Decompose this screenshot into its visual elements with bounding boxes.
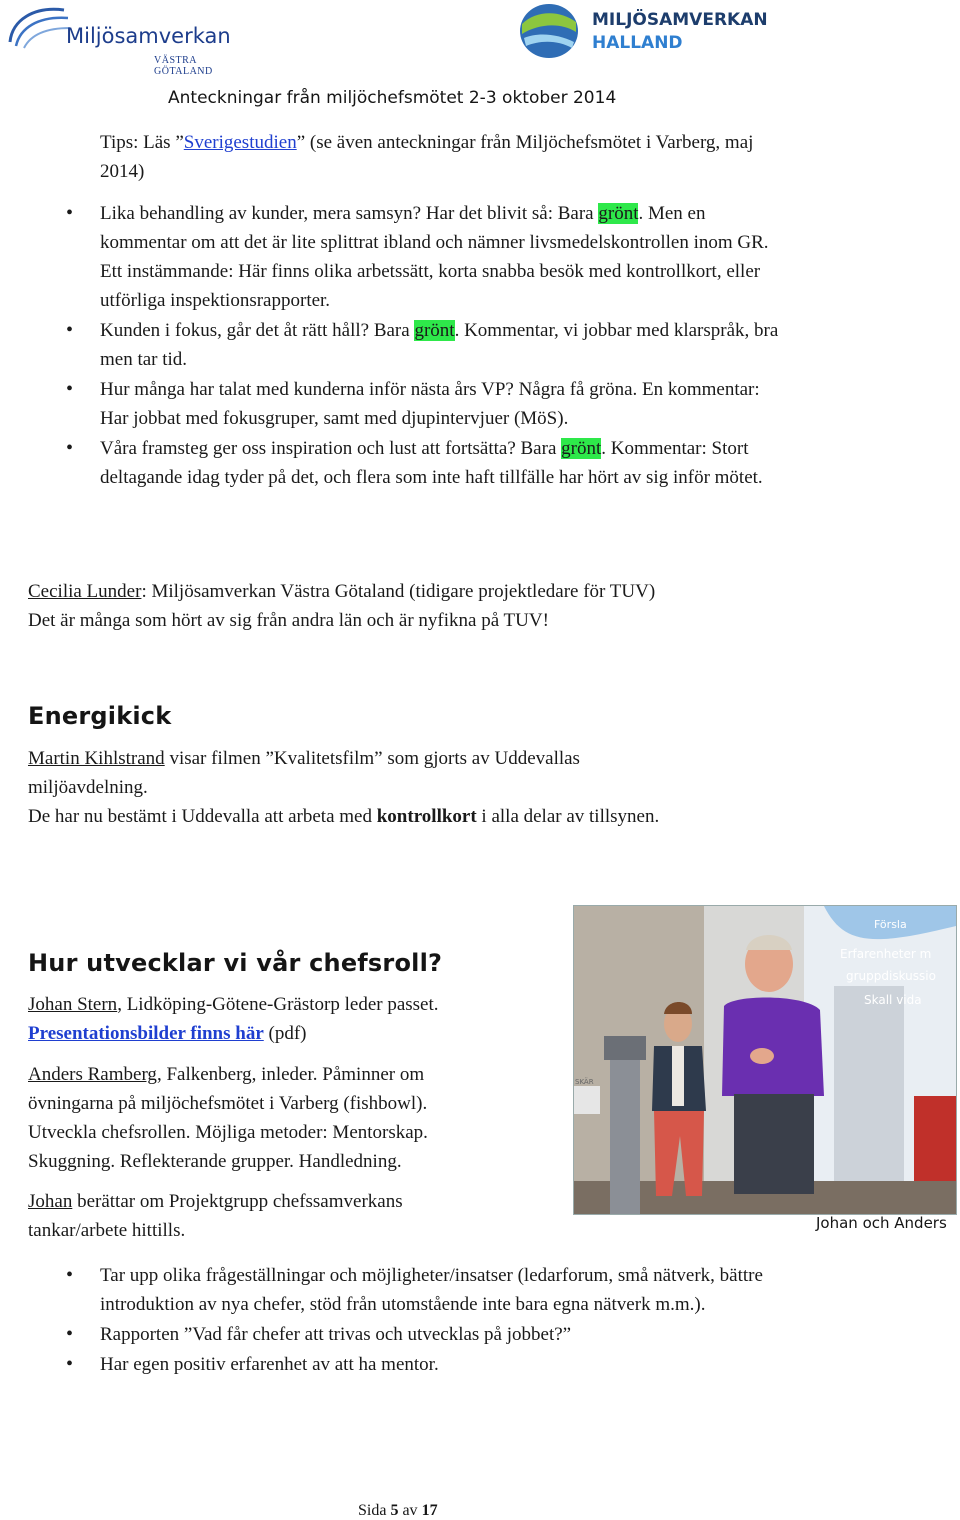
martin-name: Martin Kihlstrand bbox=[28, 748, 165, 769]
sverigestudien-link[interactable]: Sverigestudien bbox=[183, 132, 297, 153]
page-total: 17 bbox=[421, 1502, 438, 1519]
presentationsbilder-link[interactable]: Presentationsbilder finns här bbox=[28, 1023, 264, 1044]
logo-miljosamverkan-vg bbox=[4, 2, 254, 77]
photo-caption: Johan och Anders bbox=[816, 1214, 947, 1232]
logo-right-line2: HALLAND bbox=[592, 33, 683, 53]
green-highlight: grönt bbox=[414, 320, 455, 341]
list-item: • Våra framsteg ger oss inspiration och lust att fortsätta? Bara grönt. Kommentar: Stort deltagande idag tyder på det, och flera som inte haft tillfälle har hört av sig inför mötet. bbox=[28, 434, 788, 492]
green-highlight: grönt bbox=[598, 203, 639, 224]
green-highlight: grönt bbox=[561, 438, 602, 459]
chefssamverkan-bullet-list bbox=[28, 1261, 768, 1379]
list-item: • Rapporten ”Vad får chefer att trivas och utvecklas på jobbet?” bbox=[28, 1320, 768, 1349]
list-item: • Kunden i fokus, går det åt rätt håll? Bara grönt. Kommentar, vi jobbar med klarspråk, bra men tar tid. bbox=[28, 316, 788, 374]
johan-stern-paragraph: Johan Stern, Lidköping-Götene-Grästorp leder passet. bbox=[28, 994, 439, 1015]
page-footer: Sida 5 av 17 bbox=[358, 1502, 438, 1519]
chefsroll-heading: Hur utvecklar vi vår chefsroll? bbox=[28, 949, 443, 977]
anders-paragraph: Anders Ramberg, Falkenberg, inleder. Påminner om övningarna på miljöchefsmötet i Varberg (fishbowl). Utveckla chefsrollen. Möjliga metoder: Mentorskap. Skuggning. Reflekterande grupper. Handledning. bbox=[28, 1064, 428, 1172]
logo-left-subtitle: VÄSTRA GÖTALAND bbox=[154, 55, 213, 77]
chefsroll-section bbox=[28, 990, 528, 1245]
list-item: • Hur många har talat med kunderna inför nästa års VP? Några få gröna. En kommentar: Har jobbat med fokusgruper, samt med djupintervjuer (MöS). bbox=[28, 375, 788, 433]
slide-text: gruppdiskussio bbox=[846, 969, 936, 983]
slide-text: Försla bbox=[874, 918, 907, 931]
cecilia-name: Cecilia Lunder bbox=[28, 581, 142, 602]
feedback-bullet-list bbox=[28, 199, 788, 492]
photo-illustration bbox=[574, 906, 956, 1214]
kontrollkort-bold: kontrollkort bbox=[376, 806, 477, 827]
slide-text: Skall vida bbox=[864, 993, 922, 1007]
sign-text: SKÄR bbox=[575, 1078, 594, 1086]
slide-text: Erfarenheter m bbox=[840, 947, 932, 961]
johan-paragraph: Johan berättar om Projektgrupp chefssamverkans tankar/arbete hittills. bbox=[28, 1191, 403, 1241]
tips-paragraph: Tips: Läs ”Sverigestudien” (se även anteckningar från Miljöchefsmötet i Varberg, maj 2014) bbox=[100, 132, 754, 182]
list-item: • Tar upp olika frågeställningar och möjligheter/insatser (ledarforum, små nätverk, bättre introduktion av nya chefer, stöd från utomstående inte bara egna nätverk m.m.). bbox=[28, 1261, 768, 1319]
logo-right-line1: MILJÖSAMVERKAN bbox=[592, 10, 768, 30]
wave-logo-icon bbox=[4, 2, 74, 50]
energikick-heading: Energikick bbox=[28, 702, 172, 730]
energikick-paragraph: Martin Kihlstrand visar filmen ”Kvalitetsfilm” som gjorts av Uddevallas miljöavdelning. De har nu bestämt i Uddevalla att arbeta med kontrollkort i alla delar av tillsynen. bbox=[28, 748, 660, 827]
document-title: Anteckningar från miljöchefsmötet 2-3 oktober 2014 bbox=[168, 88, 617, 108]
list-item: • Har egen positiv erfarenhet av att ha mentor. bbox=[28, 1350, 768, 1379]
page-number: 5 bbox=[390, 1502, 399, 1519]
logo-left-name: Miljösamverkan bbox=[66, 24, 231, 48]
presentation-paragraph: Presentationsbilder finns här (pdf) bbox=[28, 1023, 307, 1044]
list-item: • Lika behandling av kunder, mera samsyn? Har det blivit så: Bara grönt. Men en kommentar om att det är lite splittrat ibland och nämner livsmedelskontrollen inom GR. Ett instämmande: Här finns olika arbetssätt, korta snabba besök med kontrollkort, eller utförliga inspektionsrapporter. bbox=[28, 199, 788, 315]
logo-miljosamverkan-halland bbox=[518, 2, 778, 60]
cecilia-paragraph: Cecilia Lunder: Miljösamverkan Västra Götaland (tidigare projektledare för TUV) Det är många som hört av sig från andra län och är nyfikna på TUV! bbox=[28, 581, 656, 631]
halland-logo-icon bbox=[518, 2, 580, 60]
photo-johan-och-anders bbox=[573, 905, 957, 1215]
